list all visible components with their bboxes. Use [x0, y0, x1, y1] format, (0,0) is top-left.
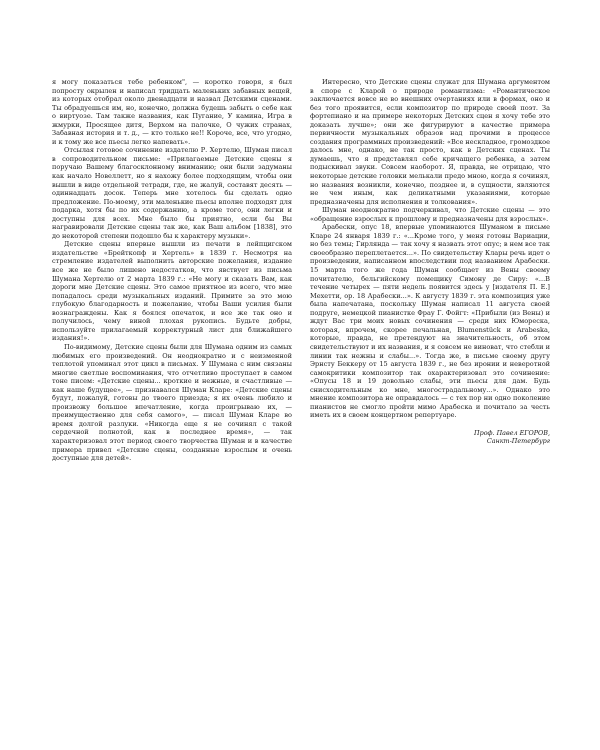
right-column: [310, 78, 550, 463]
two-column-body: [52, 78, 550, 463]
paragraph: По-видимому, Детские сцены были для Шумана одним из самых любимых его произведений. Он неоднократно и с неизменной теплотой упоминал этот цикл в письмах. У Шумана с ним связаны многие светлые воспоминания, что отчетливо проступает в самом тоне писем: «Детские сцены... кроткие и нежные, и счастливые — как наше будущее», — признавался Шуман Кларе: «Детские сцены будут, пожалуй, готовы до твоего приезда; я их очень любило и произвожу большое впечатление, когда проигрываю их, — преимущественно для себя самого», — писал Шуман Кларе во время долгой разлуки. «Никогда еще я не сочинял с такой сердечной полнотой, как в последнее время», — так характеризовал этот период своего творчества Шуман и в качестве примера привел «Детские сцены, созданные взрослым и очень доступные для детей».: [52, 342, 292, 463]
author-signature: [310, 429, 550, 446]
paragraph: Арабески, опус 18, впервые упоминаются Шуманом в письме Кларе 24 января 1839 г.: «...Кроме того, у меня готовы Вариации, но без темы; Гирлянда — так хочу я назвать этот опус; в нем все так своеобразно переплетается...». По свидетельству Клары речь идет о произведении, написанном впоследствии под названием Арабески. 15 марта того же года Шуман сообщает из Вены своему почитателю, бельгийскому помещику Симону де Сиру: «...В течение четырех — пяти недель появится здесь у [издателя П. Е.] Мехетти, ор. 18 Арабески...». К августу 1839 г. эта композиция уже была напечатана, поскольку Шуман написал 11 августа своей подруге, немецкой пианистке Фрау Г. Фойгт: «Прибыли (из Вены) и ждут Вас три моих новых сочинения — среди них Юмореска, которая, впрочем, скорее печальная, Blumenstück и Arabeska, которые, правда, не претендуют на значительность, об этом свидетельствуют и их названия, и я совсем не виноват, что стебли и линии так нежны и слабы...». Тогда же, в письме своему другу Эрнсту Беккеру от 15 августа 1839 г., не без иронии и неверотной самокритики композитор так охарактеризовал это сочинение: «Опусы 18 и 19 довольно слабы, эти пьесы для дам. Будь снисходительным ко мне, многострадальному...». Однако это мнение композитора не оправдалось — с тех пор ни одно поколение пианистов не смогло пройти мимо Арабеска и почитало за честь иметь их в своем концертном репертуаре.: [310, 223, 550, 420]
author-city: Санкт-Петербург: [486, 437, 550, 446]
paragraph: Шуман неоднократно подчеркивал, что Детские сцены — это «обращение взрослых к прошлому и предназначены для взрослых».: [310, 206, 550, 223]
author-name: Проф. Павел ЕГОРОВ,: [474, 428, 550, 437]
left-column: [52, 78, 292, 463]
paragraph: Детские сцены впервые вышли из печати в лейпцигском издательстве «Брейткопф и Хертель» в 1839 г. Несмотря на стремление издателей выполнить авторские пожелания, издание все же не было лишено недостатков, что явствует из письма Шумана Хертелю от 2 марта 1839 г.: «Не могу и сказать Вам, как дороги мне Детские сцены. Это самое приятное из всего, что мне попадалось среди музыкальных изданий. Примите за это мою глубокую благодарность и пожелание, чтобы Ваши усилия были вознаграждены. Как я боялся опечаток, и все же так оно и получилось, чему виной плохая рукопись. Будьте добры, используйте прилагаемый корректурный лист для ближайшего издания!».: [52, 240, 292, 343]
paragraph: Интересно, что Детские сцены служат для Шумана аргументом в споре с Кларой о природе романтизма: «Романтическое заключается вовсе не во внешних очертаниях или в формах, оно и без того проявится, если композитор по природе своей поэт. За фортепиано и на примере некоторых Детских сцен я хочу тебе это доказать лучше»; они же фигурируют в качестве примера первичности музыкальных образов над прочими в процессе создания программных произведений: «Все нескладное, громоздкое далось мне, однако, не так просто, как в Детских сценах. Ты думаешь, что я представлял себе кричащего ребенка, а затем подыскивал звуки. Совсем наоборот. Я, правда, не отрицаю, что некоторые детские головки мелькали предо мною, когда я сочинял, но названия возникли, конечно, позднее и, в сущности, являются не чем иным, как деликатными указаниями, которые предназначены для исполнения и толкования».: [310, 78, 550, 206]
paragraph: Отсылая готовое сочинение издателю Р. Хертелю, Шуман писал в сопроводительном письме: «Прилагаемые Детские сцены я поручаю Вашему благосклонному вниманию; они были задуманы как начало Новеллетт, но я нахожу более подходящим, чтобы они вышли в виде отдельной тетради, где, не жалуй, составят десять — одиннадцать досок. Теперь мне хотелось бы сделать одно предложение. По-моему, эти маленькие пьесы вполне подходят для подарка, хотя бы по их содержанию, а кроме того, они легки и доступны для всех. Мне было бы приятно, если бы Вы награвировали Детские сцены так же, как Ваш альбом [1838], это до некоторой степени подошло бы к характеру музыки».: [52, 146, 292, 240]
paragraph: я могу показаться тебе ребенком", — коротко говоря, я был попросту окрылен и написал тридцать маленьких забавных вещей, из которых отобрал около двенадцати и назвал Детскими сценами. Ты обрадуешься им, но, конечно, должна будешь забыть о себе как о виртуозе. Там также названия, как Пугание, У камина, Игра в жмурки, Просящее дитя, Верхом на палочке, О чужих странах, Забавная история и т. д., — кто только не!! Короче, все, что угодно, и к тому же все пьесы легко напевать».: [52, 78, 292, 146]
